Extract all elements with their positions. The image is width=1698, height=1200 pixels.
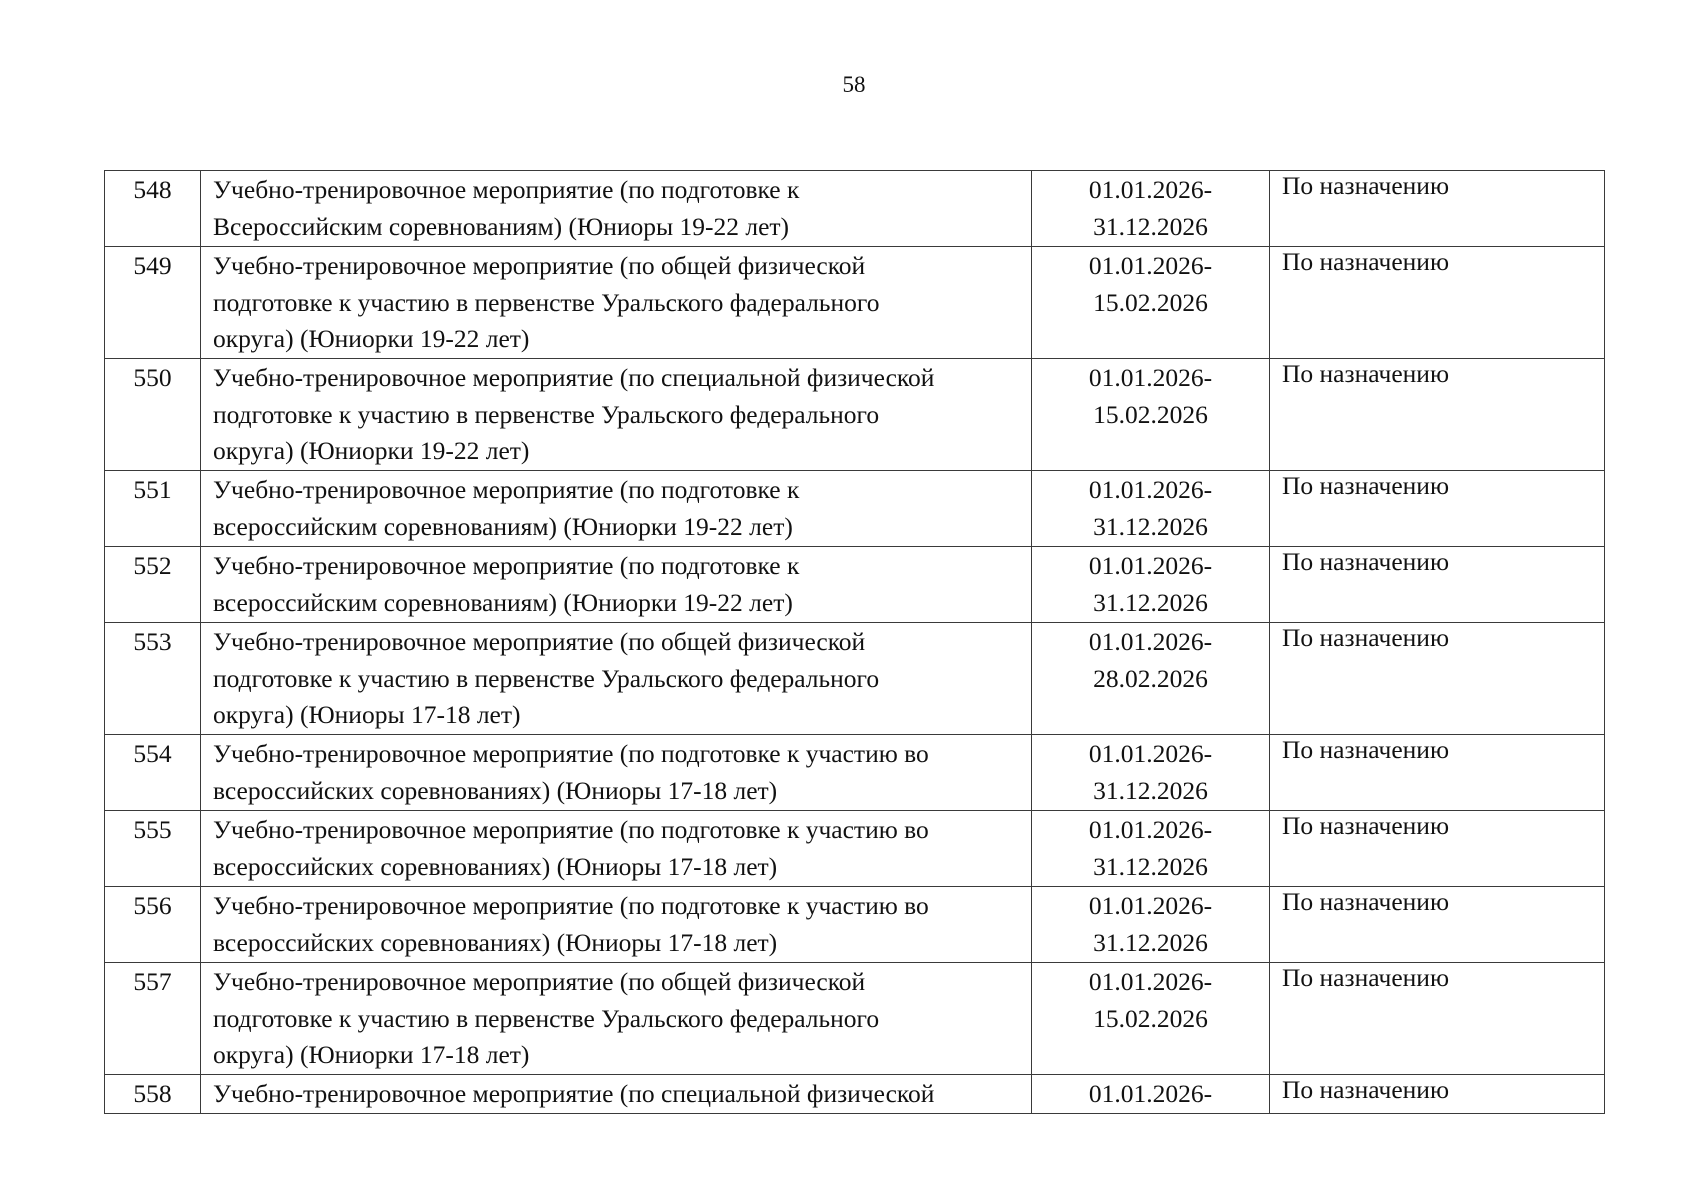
table-row — [105, 623, 1605, 735]
table-row — [105, 547, 1605, 623]
event-name-line: Учебно-тренировочное мероприятие (по подготовке к участию во — [213, 891, 929, 920]
event-responsible: По назначению — [1270, 247, 1605, 359]
event-dates — [1032, 623, 1270, 735]
event-dates — [1032, 1075, 1270, 1114]
event-name-line: Учебно-тренировочное мероприятие (по подготовке к участию во — [213, 815, 929, 844]
event-dates — [1032, 811, 1270, 887]
event-name-line: Всероссийским соревнованиям) (Юниоры 19-22 лет) — [213, 211, 790, 241]
event-name-line: подготовке к участию в первенстве Уральского федерального — [213, 663, 880, 693]
event-name-line: Учебно-тренировочное мероприятие (по подготовке к — [213, 175, 800, 204]
event-name-line: Учебно-тренировочное мероприятие (по общей физической — [213, 967, 866, 996]
row-number: 557 — [105, 963, 201, 1075]
date-end: 15.02.2026 — [1093, 399, 1208, 429]
events-table — [104, 170, 1605, 1114]
event-name-line: подготовке к участию в первенстве Уральского фадерального — [213, 287, 880, 317]
table-row — [105, 735, 1605, 811]
date-end: 31.12.2026 — [1093, 851, 1208, 881]
event-name-line: всероссийских соревнованиях) (Юниоры 17-18 лет) — [213, 851, 778, 881]
event-name — [201, 359, 1032, 471]
event-responsible: По назначению — [1270, 471, 1605, 547]
event-name — [201, 623, 1032, 735]
event-name-line: Учебно-тренировочное мероприятие (по общей физической — [213, 251, 866, 280]
date-start: 01.01.2026- — [1088, 739, 1213, 768]
date-start: 01.01.2026- — [1088, 627, 1213, 656]
event-name — [201, 963, 1032, 1075]
row-number: 549 — [105, 247, 201, 359]
table-row — [105, 963, 1605, 1075]
event-name-line: округа) (Юниорки 17-18 лет) — [213, 1040, 530, 1069]
event-dates — [1032, 735, 1270, 811]
event-dates — [1032, 171, 1270, 247]
event-name-line: Учебно-тренировочное мероприятие (по общей физической — [213, 627, 866, 656]
event-name — [201, 1075, 1032, 1114]
event-name-line: подготовке к участию в первенстве Уральского федерального — [213, 399, 880, 429]
table-row — [105, 171, 1605, 247]
table-row — [105, 811, 1605, 887]
date-start: 01.01.2026- — [1088, 551, 1213, 580]
event-name-line: всероссийским соревнованиям) (Юниорки 19-22 лет) — [213, 511, 793, 541]
date-start: 01.01.2026- — [1088, 363, 1213, 392]
table-row — [105, 247, 1605, 359]
event-name — [201, 887, 1032, 963]
date-end: 28.02.2026 — [1093, 663, 1208, 693]
event-responsible: По назначению — [1270, 811, 1605, 887]
event-name-line: всероссийских соревнованиях) (Юниоры 17-18 лет) — [213, 927, 778, 957]
event-name — [201, 171, 1032, 247]
event-name-line: всероссийским соревнованиям) (Юниорки 19-22 лет) — [213, 587, 793, 617]
event-responsible: По назначению — [1270, 735, 1605, 811]
event-dates — [1032, 963, 1270, 1075]
event-dates — [1032, 359, 1270, 471]
event-responsible: По назначению — [1270, 887, 1605, 963]
table-row — [105, 359, 1605, 471]
table-row — [105, 887, 1605, 963]
date-start: 01.01.2026- — [1088, 251, 1213, 280]
table-row — [105, 471, 1605, 547]
event-name-line: Учебно-тренировочное мероприятие (по подготовке к участию во — [213, 739, 929, 768]
event-name — [201, 471, 1032, 547]
event-name-line: округа) (Юниорки 19-22 лет) — [213, 324, 530, 353]
row-number: 558 — [105, 1075, 201, 1114]
row-number: 548 — [105, 171, 201, 247]
event-dates — [1032, 547, 1270, 623]
date-start: 01.01.2026- — [1088, 1079, 1213, 1108]
date-end: 15.02.2026 — [1093, 1003, 1208, 1033]
event-name-line: всероссийских соревнованиях) (Юниоры 17-18 лет) — [213, 775, 778, 805]
event-name — [201, 735, 1032, 811]
row-number: 554 — [105, 735, 201, 811]
event-dates — [1032, 887, 1270, 963]
event-name-line: Учебно-тренировочное мероприятие (по подготовке к — [213, 551, 800, 580]
event-responsible: По назначению — [1270, 171, 1605, 247]
event-responsible: По назначению — [1270, 547, 1605, 623]
table-row — [105, 1075, 1605, 1114]
event-dates — [1032, 471, 1270, 547]
row-number: 552 — [105, 547, 201, 623]
event-responsible: По назначению — [1270, 963, 1605, 1075]
date-end: 15.02.2026 — [1093, 287, 1208, 317]
event-name-line: Учебно-тренировочное мероприятие (по специальной физической — [213, 363, 935, 392]
date-end: 31.12.2026 — [1093, 587, 1208, 617]
page-number: 58 — [842, 72, 866, 97]
row-number: 550 — [105, 359, 201, 471]
date-start: 01.01.2026- — [1088, 967, 1213, 996]
date-start: 01.01.2026- — [1088, 475, 1213, 504]
row-number: 556 — [105, 887, 201, 963]
date-end: 31.12.2026 — [1093, 927, 1208, 957]
event-name — [201, 247, 1032, 359]
event-responsible: По назначению — [1270, 1075, 1605, 1114]
date-start: 01.01.2026- — [1088, 891, 1213, 920]
row-number: 551 — [105, 471, 201, 547]
event-dates — [1032, 247, 1270, 359]
date-end: 31.12.2026 — [1093, 211, 1208, 241]
row-number: 553 — [105, 623, 201, 735]
event-responsible: По назначению — [1270, 359, 1605, 471]
event-name-line: подготовке к участию в первенстве Уральского федерального — [213, 1003, 880, 1033]
date-end: 31.12.2026 — [1093, 775, 1208, 805]
event-name-line: округа) (Юниоры 17-18 лет) — [213, 700, 521, 729]
event-name — [201, 547, 1032, 623]
date-start: 01.01.2026- — [1088, 175, 1213, 204]
event-name-line: округа) (Юниорки 19-22 лет) — [213, 436, 530, 465]
event-responsible: По назначению — [1270, 623, 1605, 735]
event-name-line: Учебно-тренировочное мероприятие (по специальной физической — [213, 1079, 935, 1108]
date-end: 31.12.2026 — [1093, 511, 1208, 541]
date-start: 01.01.2026- — [1088, 815, 1213, 844]
event-name — [201, 811, 1032, 887]
row-number: 555 — [105, 811, 201, 887]
event-name-line: Учебно-тренировочное мероприятие (по подготовке к — [213, 475, 800, 504]
